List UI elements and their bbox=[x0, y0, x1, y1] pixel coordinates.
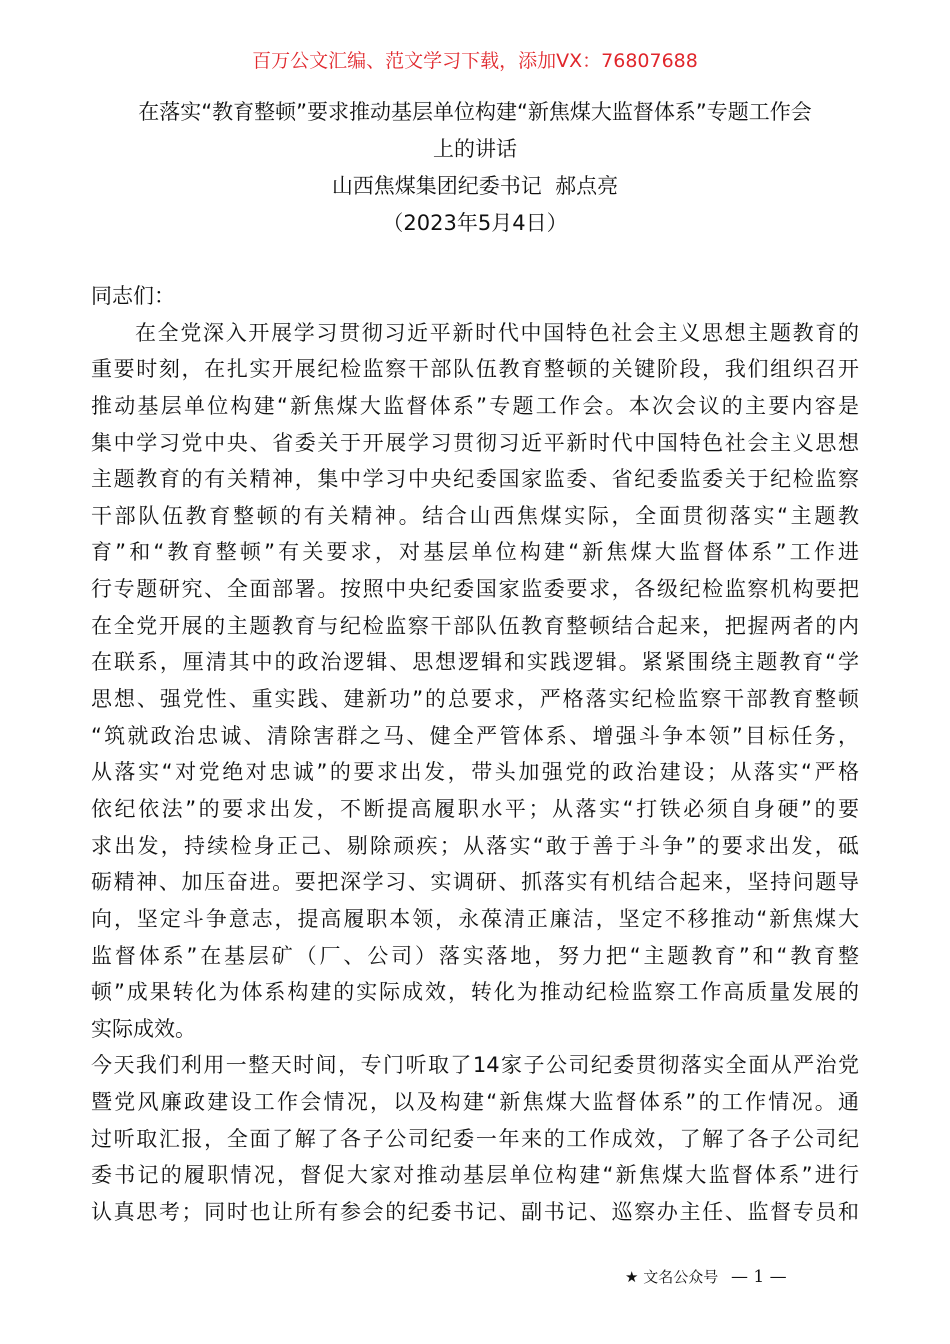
text-line: 砺精神、加压奋进。要把深学习、实调研、抓落实有机结合起来，坚持问题导 bbox=[91, 870, 859, 895]
paragraph-1 bbox=[91, 315, 859, 1048]
title-line-1: 在落实“教育整顿”要求推动基层单位构建“新焦煤大监督体系”专题工作会 bbox=[138, 100, 812, 124]
text-line: 思想、强党性、重实践、建新功”的总要求，严格落实纪检监察干部教育整顿 bbox=[91, 687, 859, 712]
text-line: 顿”成果转化为体系构建的实际成效，转化为推动纪检监察工作高质量发展的 bbox=[91, 980, 859, 1005]
text-line: 干部队伍教育整顿的有关精神。结合山西焦煤实际，全面贯彻落实“主题教 bbox=[91, 503, 859, 528]
footer-source: 文名公众号 bbox=[643, 1268, 719, 1286]
text-line: 实际成效。 bbox=[91, 1016, 196, 1041]
watermark-banner: 百万公文汇编、范文学习下载，添加VX：76807688 bbox=[252, 50, 698, 72]
author: 山西焦煤集团纪委书记 郝点亮 bbox=[331, 174, 619, 198]
title-line-2: 上的讲话 bbox=[433, 137, 517, 161]
text-line: 依纪依法”的要求出发，不断提高履职水平；从落实“打铁必须自身硬”的要 bbox=[91, 796, 859, 821]
document-body bbox=[91, 278, 859, 1231]
text-line: 育”和“教育整顿”有关要求，对基层单位构建“新焦煤大监督体系”工作进 bbox=[91, 540, 859, 565]
text-line: 行专题研究、全面部署。按照中央纪委国家监委要求，各级纪检监察机构要把 bbox=[91, 577, 859, 602]
text-line: 监督体系”在基层矿（厂、公司）落实落地，努力把“主题教育”和“教育整 bbox=[91, 943, 859, 968]
text-line: 重要时刻，在扎实开展纪检监察干部队伍教育整顿的关键阶段，我们组织召开 bbox=[91, 357, 859, 382]
text-line: 从落实“对党绝对忠诚”的要求出发，带头加强党的政治建设；从落实“严格 bbox=[91, 760, 859, 785]
text-line: 暨党风廉政建设工作会情况，以及构建“新焦煤大监督体系”的工作情况。通 bbox=[91, 1090, 859, 1115]
text-line: 集中学习党中央、省委关于开展学习贯彻习近平新时代中国特色社会主义思想 bbox=[91, 430, 859, 455]
text-line: 今天我们利用一整天时间，专门听取了14家子公司纪委贯彻落实全面从严治党 bbox=[91, 1053, 859, 1078]
text-line: 认真思考；同时也让所有参会的纪委书记、副书记、巡察办主任、监督专员和 bbox=[91, 1200, 859, 1225]
page-number: — 1 — bbox=[731, 1267, 787, 1287]
page-footer bbox=[625, 1266, 787, 1287]
text-line: 在全党深入开展学习贯彻习近平新时代中国特色社会主义思想主题教育的 bbox=[135, 320, 859, 345]
star-icon: ★ bbox=[625, 1268, 639, 1286]
paragraph-2 bbox=[91, 1047, 859, 1230]
text-line: 过听取汇报，全面了解了各子公司纪委一年来的工作成效，了解了各子公司纪 bbox=[91, 1126, 859, 1151]
text-line: 委书记的履职情况，督促大家对推动基层单位构建“新焦煤大监督体系”进行 bbox=[91, 1163, 859, 1188]
text-line: “筑就政治忠诚、清除害群之马、健全严管体系、增强斗争本领”目标任务， bbox=[91, 723, 859, 748]
text-line: 向，坚定斗争意志，提高履职本领，永葆清正廉洁，坚定不移推动“新焦煤大 bbox=[91, 906, 859, 931]
text-line: 在联系，厘清其中的政治逻辑、思想逻辑和实践逻辑。紧紧围绕主题教育“学 bbox=[91, 650, 859, 675]
text-line: 求出发，持续检身正己、剔除顽疾；从落实“敢于善于斗争”的要求出发，砥 bbox=[91, 833, 859, 858]
salutation: 同志们： bbox=[91, 284, 175, 308]
date: （2023年5月4日） bbox=[382, 211, 568, 235]
text-line: 在全党开展的主题教育与纪检监察干部队伍教育整顿结合起来，把握两者的内 bbox=[91, 613, 859, 638]
text-line: 推动基层单位构建“新焦煤大监督体系”专题工作会。本次会议的主要内容是 bbox=[91, 393, 859, 418]
text-line: 主题教育的有关精神，集中学习中央纪委国家监委、省纪委监委关于纪检监察 bbox=[91, 467, 859, 492]
